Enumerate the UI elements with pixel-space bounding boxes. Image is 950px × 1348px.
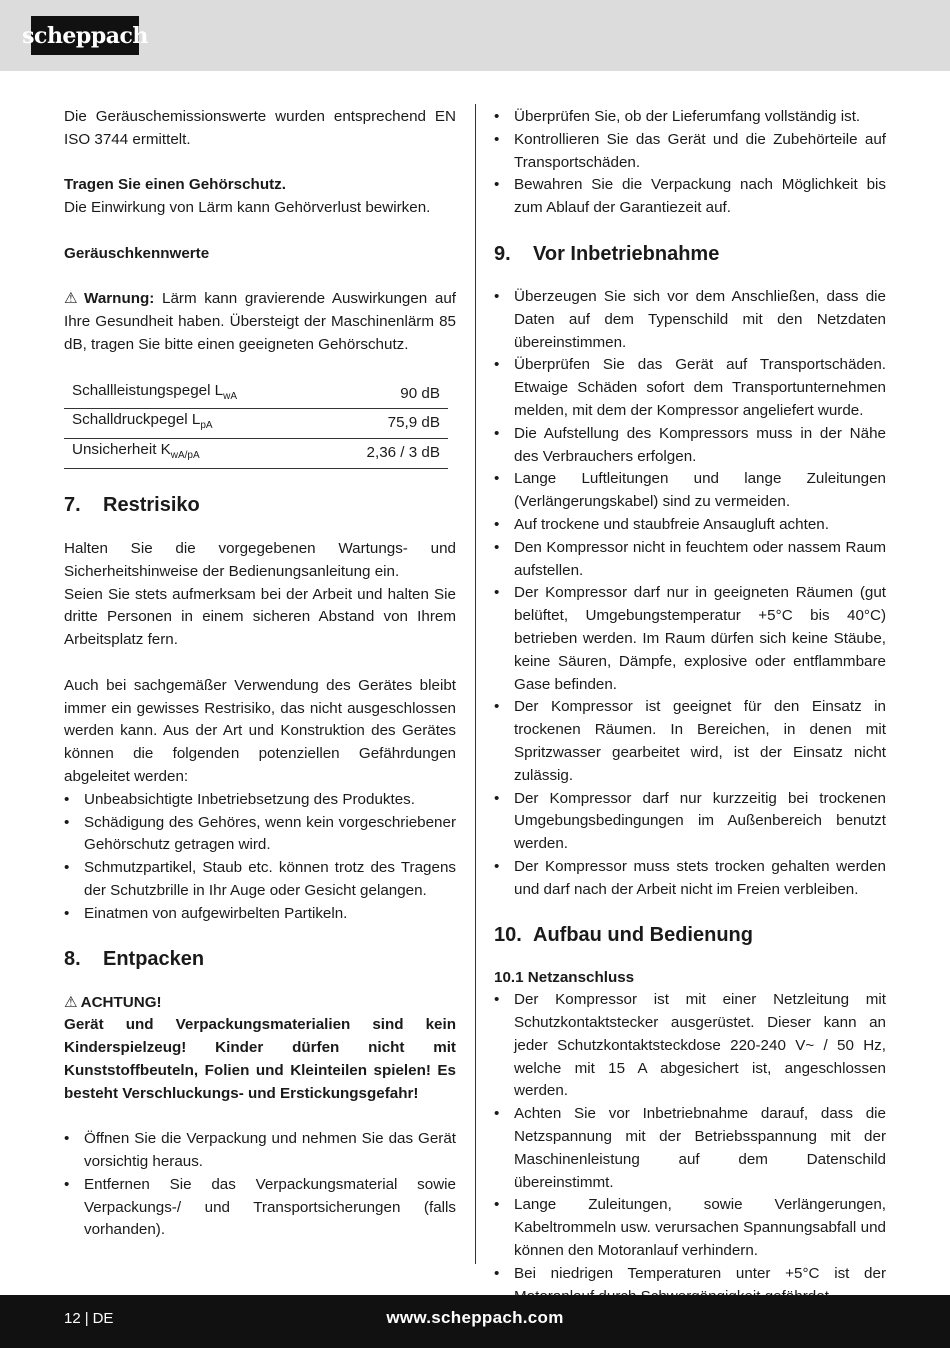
table-label: Schallleistungspegel $L_{wA}$ xyxy=(64,380,321,409)
list-item: • Bei niedrigen Temperaturen unter +5°C ist der xyxy=(494,1263,886,1309)
table-value: 90 dB xyxy=(321,380,448,409)
list-item: • Unbeabsichtigte Inbetriebsetzung des Produktes. xyxy=(64,789,456,812)
list-item: • Den Kompressor nicht in feuchtem oder nassem Raum aufstellen. xyxy=(494,537,886,583)
list-item: • Entfernen Sie das Verpackungsmaterial sowie Verpackungs-/ und Transportsicherungen (falls vorhanden). xyxy=(64,1174,456,1242)
list-item: • Einatmen von aufgewirbelten Partikeln. xyxy=(64,903,456,926)
table-label: Schalldruckpegel $L_{pA}$ xyxy=(64,409,321,439)
list-item: • Lange Zuleitungen, sowie Verlängerungen, Kabeltrommeln usw. verursachen Spannungsabfall und können den Motoranlauf verhindern. xyxy=(494,1194,886,1262)
footer-url-link[interactable]: www.scheppach.com xyxy=(386,1308,564,1327)
list-item: • Der Kompressor darf nur kurzzeitig bei trockenen Umgebungsbedingungen im Außenbereich benutzt werden. xyxy=(494,788,886,856)
table-value: 75,9 dB xyxy=(321,409,448,439)
s7-paragraph-2: Seien Sie stets aufmerksam bei der Arbeit und halten Sie dritte Personen in einem sicheren Abstand von Ihrem Arbeitsplatz fern. xyxy=(64,585,456,649)
unpack-check-list xyxy=(494,106,886,220)
page-number: 12 | DE xyxy=(64,1310,114,1327)
s9-list xyxy=(494,286,886,902)
list-item: • Schmutzpartikel, Staub etc. können trotz des Tragens der Schutzbrille in Ihr Auge oder Gesicht gelangen. xyxy=(64,857,456,903)
table-row xyxy=(64,439,448,469)
list-item: • Bewahren Sie die Verpackung nach Möglichkeit bis zum Ablauf der Garantiezeit auf. xyxy=(494,174,886,220)
hearing-protection-title: Tragen Sie einen Gehörschutz. xyxy=(64,176,286,194)
list-item: • Auf trockene und staubfreie Ansaugluft achten. xyxy=(494,514,886,537)
brand-logo: scheppach xyxy=(31,16,139,55)
table-row xyxy=(64,409,448,439)
warning-triangle-icon: ⚠ xyxy=(64,290,82,308)
table-value: 2,36 / 3 dB xyxy=(321,439,448,469)
column-divider xyxy=(475,104,476,1264)
s7-hazard-list xyxy=(64,789,456,926)
list-item: • Überprüfen Sie das Gerät auf Transportschäden. Etwaige Schäden sofort dem Transportunternehmen melden, mit dem der Kompressor angeliefert wurde. xyxy=(494,354,886,422)
s8-unpack-list xyxy=(64,1128,456,1242)
page-header xyxy=(0,0,950,71)
noise-intro: Die Geräuschemissionswerte wurden entsprechend EN ISO 3744 ermittelt. xyxy=(64,108,456,148)
list-item: • Der Kompressor ist geeignet für den Einsatz in trockenen Räumen. In Bereichen, in denen mit Spritzwasser gearbeitet wird, ist der Einsatz nicht zulässig. xyxy=(494,696,886,787)
list-item: • Der Kompressor muss stets trocken gehalten werden und darf nach der Arbeit nicht im Freien verbleiben. xyxy=(494,856,886,902)
section-9-heading: 9. Vor Inbetriebnahme xyxy=(494,242,720,265)
table-row xyxy=(64,380,448,409)
noise-warning xyxy=(64,288,456,356)
achtung-label-line: ⚠ ACHTUNG! xyxy=(64,993,162,1011)
noise-values-table xyxy=(64,380,448,469)
list-item: • Der Kompressor ist mit einer Netzleitung mit Schutzkontaktstecker ausgerüstet. Dieser kann an jeder Schutzkontaktsteckdose 220-240 V~ / 50 Hz, welche mit 15 A abgesichert ist, angeschlossen werden. xyxy=(494,989,886,1103)
warning-text: Lärm kann gravierende Auswirkungen auf Ihre Gesundheit haben. Übersteigt der Maschinenlärm 85 dB, tragen Sie bitte einen geeigneten Gehörschutz. xyxy=(64,290,456,353)
list-item: • Der Kompressor darf nur in geeigneten Räumen (gut belüftet, Umgebungstemperatur +5°C bis 40°C) betrieben werden. Im Raum dürfen sich keine Stäube, keine Säuren, Dämpfe, explosive oder entflammbare Gase befinden. xyxy=(494,582,886,696)
list-item: • Achten Sie vor Inbetriebnahme darauf, dass die Netzspannung mit der Betriebsspannung mit der Maschinenleistung auf dem Datenschild übereinstimmt. xyxy=(494,1103,886,1194)
section-7-heading: 7. Restrisiko xyxy=(64,493,200,516)
noise-values-heading: Geräuschkennwerte xyxy=(64,244,210,262)
section-10-1-heading: 10.1 Netzanschluss xyxy=(494,968,635,986)
list-item: • Kontrollieren Sie das Gerät und die Zubehörteile auf Transportschäden. xyxy=(494,129,886,175)
left-column xyxy=(64,106,456,1242)
list-item: • Überprüfen Sie, ob der Lieferumfang vollständig ist. xyxy=(494,106,886,129)
warning-label: Warnung: xyxy=(84,290,155,308)
section-8-heading: 8. Entpacken xyxy=(64,947,205,970)
section-10-heading: 10. Aufbau und Bedienung xyxy=(494,923,753,946)
s10-list xyxy=(494,989,886,1308)
achtung-text: Gerät und Verpackungsmaterialien sind kein Kinderspielzeug! Kinder dürfen nicht mit Kunststoffbeuteln, Folien und Kleinteilen spielen! Es besteht Verschluckungs- und Erstickungsgefahr! xyxy=(64,1016,456,1102)
s7-paragraph-1: Halten Sie die vorgegebenen Wartungs- und Sicherheitshinweise der Bedienungsanleitung ein. xyxy=(64,539,456,580)
list-item: • Die Aufstellung des Kompressors muss in der Nähe des Verbrauchers erfolgen. xyxy=(494,423,886,469)
table-label: Unsicherheit $K_{wA/pA}$ xyxy=(64,439,321,469)
list-item: • Überzeugen Sie sich vor dem Anschließen, dass die Daten auf dem Typenschild mit den Netzdaten übereinstimmen. xyxy=(494,286,886,354)
warning-triangle-icon: ⚠ xyxy=(64,993,78,1011)
page-footer xyxy=(0,1295,950,1348)
list-item: • Öffnen Sie die Verpackung und nehmen Sie das Gerät vorsichtig heraus. xyxy=(64,1128,456,1174)
list-item: • Schädigung des Gehöres, wenn kein vorgeschriebener Gehörschutz getragen wird. xyxy=(64,812,456,858)
right-column xyxy=(494,106,886,1308)
s7-paragraph-3: Auch bei sachgemäßer Verwendung des Gerätes bleibt immer ein gewisses Restrisiko, das nicht ausgeschlossen werden kann. Aus der Art und Konstruktion des Gerätes können die folgenden potenziellen Gefährdungen abgeleitet werden: xyxy=(64,676,456,785)
hearing-protection-text: Die Einwirkung von Lärm kann Gehörverlust bewirken. xyxy=(64,199,431,217)
list-item: • Lange Luftleitungen und lange Zuleitungen (Verlängerungskabel) sind zu vermeiden. xyxy=(494,468,886,514)
